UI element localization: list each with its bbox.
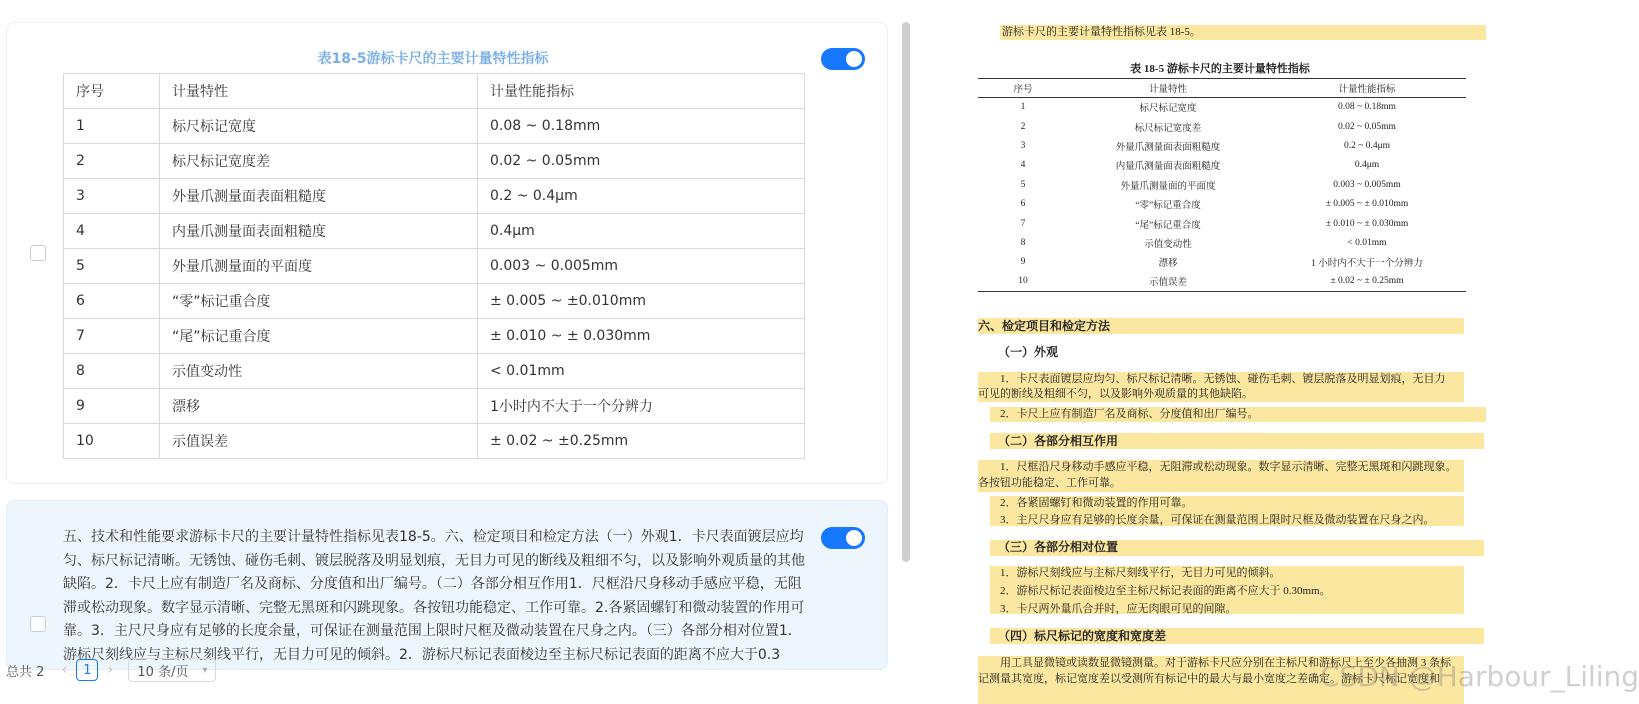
doc-table-cell: 示值误差	[1068, 272, 1268, 291]
doc-table-cell: 漂移	[1158, 259, 1178, 270]
table-cell: 1	[64, 109, 160, 144]
doc-table-cell: 外量爪测量面的平面度	[1120, 181, 1216, 192]
doc-table-cell: 内量爪测量面表面粗糙度	[1115, 162, 1221, 173]
doc-table-cell: 8	[1020, 237, 1026, 248]
table-cell: 0.02 ~ 0.05mm	[478, 144, 805, 179]
table-row	[64, 109, 805, 144]
page-size-select[interactable]	[128, 658, 216, 682]
table-cell: 外量爪测量面的平面度	[160, 249, 478, 284]
doc-table-row	[978, 98, 1466, 117]
table-cell: 3	[64, 179, 160, 214]
doc-table-row	[978, 272, 1466, 291]
table-cell: “尾”标记重合度	[160, 319, 478, 354]
table-cell: 标尺标记宽度差	[160, 144, 478, 179]
doc-p9a: 用工具显微镜或读数显微镜测量。对于游标卡尺应分别在主标尺和游标尺上至少各抽测 3 条标	[1000, 657, 1451, 669]
doc-p2: 2．卡尺上应有制造厂名及商标、分度值和出厂编号。	[1000, 408, 1259, 420]
doc-sub-2: （二）各部分相互作用	[998, 434, 1119, 448]
doc-section-6: 六、检定项目和检定方法	[978, 319, 1111, 333]
doc-table-header	[978, 79, 1466, 98]
header-cell: 序号	[64, 74, 160, 109]
doc-table-cell: 1	[1020, 102, 1026, 113]
table-cell: 标尺标记宽度	[160, 109, 478, 144]
table-cell: 外量爪测量面表面粗糙度	[160, 179, 478, 214]
table-cell: 0.08 ~ 0.18mm	[478, 109, 805, 144]
chevron-down-icon: ▾	[202, 664, 208, 676]
table-row	[64, 284, 805, 319]
table-cell: 示值误差	[160, 424, 478, 459]
doc-sub-1: （一）外观	[998, 345, 1059, 359]
doc-table-row	[978, 175, 1466, 194]
doc-table-row	[978, 136, 1466, 155]
header-cell: 计量特性	[160, 74, 478, 109]
table-row	[64, 389, 805, 424]
table-row	[64, 424, 805, 459]
table-cell: 漂移	[160, 389, 478, 424]
enable-toggle[interactable]	[821, 527, 865, 549]
table-cell: ± 0.02 ~ ±0.25mm	[478, 424, 805, 459]
table-cell: ± 0.005 ~ ±0.010mm	[478, 284, 805, 319]
table-cell: 4	[64, 214, 160, 249]
doc-table-cell: 标尺标记宽度差	[1134, 123, 1202, 134]
pagination	[6, 657, 216, 683]
table-cell: 10	[64, 424, 160, 459]
doc-p1a: 1．卡尺表面镀层应均匀、标尺标记清晰。无锈蚀、碰伤毛刺、镀层脱落及明显划痕，无目力	[1000, 373, 1446, 385]
doc-p3b: 各按钮功能稳定、工作可靠。	[978, 477, 1121, 489]
doc-table-cell: 0.08 ~ 0.18mm	[1338, 102, 1396, 113]
doc-table-cell: 示值变动性	[1144, 239, 1192, 250]
next-page-button[interactable]: ›	[107, 662, 114, 678]
doc-header-cell: 计量性能指标	[1268, 79, 1466, 98]
doc-p9b: 记测量其宽度，标记宽度差以受测所有标记中的最大与最小宽度之差确定。游标卡尺标记宽度和	[978, 673, 1440, 685]
doc-header-cell: 计量特性	[1068, 79, 1268, 98]
doc-table-cell: ± 0.02 ~ ± 0.25mm	[1268, 272, 1466, 291]
header-cell: 计量性能指标	[478, 74, 805, 109]
doc-table-cell: ± 0.010 ~ ± 0.030mm	[1325, 218, 1409, 229]
table-cell: 2	[64, 144, 160, 179]
doc-table	[978, 78, 1466, 292]
doc-table-row	[978, 194, 1466, 213]
doc-table-cell: “尾”标记重合度	[1135, 220, 1201, 231]
doc-sub-3: （三）各部分相对位置	[998, 540, 1119, 554]
doc-table-cell: 9	[1020, 257, 1026, 268]
table-cell: 9	[64, 389, 160, 424]
doc-table-cell: 外量爪测量面表面粗糙度	[1115, 142, 1221, 153]
table-cell: ± 0.010 ~ ± 0.030mm	[478, 319, 805, 354]
toggle-knob	[846, 51, 862, 67]
extracted-text: 五、技术和性能要求游标卡尺的主要计量特性指标见表18-5。六、检定项目和检定方法（一）外观1．卡尺表面镀层应均匀、标尺标记清晰。无锈蚀、碰伤毛刺、镀层脱落及明显划痕，无目力可见的断线及粗细不匀，以及影响外观质量的其他缺陷。2．卡尺上应有制造厂名及商标、分度值和出厂编号。（二）各部分相互作用1．尺框沿尺身移动手感应平稳，无阻滞或松动现象。数字显示清晰、完整无黑斑和闪跳现象。各按钮功能稳定、工作可靠。2.各紧固螺钉和微动装置的作用可靠。3．主尺尺身应有足够的长度余量，可保证在测量范围上限时尺框及微动装置在尺身之内。（三）各部分相对位置1．游标尺刻线应与主标尺刻线平行，无目力可见的倾斜。2．游标尺标记表面棱边至主标尺标记表面的距离不应大于0.3	[63, 529, 805, 663]
table-header-row	[64, 74, 805, 109]
doc-table-cell: 0.003 ~ 0.005mm	[1333, 179, 1401, 190]
doc-table-cell: 10	[978, 272, 1068, 291]
doc-table-cell: 2	[1020, 121, 1026, 132]
doc-table-caption: 表 18-5 游标卡尺的主要计量特性指标	[1130, 63, 1310, 75]
table-cell: 7	[64, 319, 160, 354]
table-cell: “零”标记重合度	[160, 284, 478, 319]
doc-intro: 游标卡尺的主要计量特性指标见表 18-5。	[1002, 26, 1201, 38]
table-row	[64, 249, 805, 284]
watermark: CSDN @Harbour_Liling	[1320, 660, 1639, 693]
table-cell: 6	[64, 284, 160, 319]
doc-p5: 3．主尺尺身应有足够的长度余量，可保证在测量范围上限时尺框及微动装置在尺身之内。	[1000, 514, 1435, 526]
doc-table-cell: 5	[1020, 179, 1026, 190]
doc-p4: 2．各紧固螺钉和微动装置的作用可靠。	[1000, 497, 1193, 509]
doc-table-cell: 0.4μm	[1354, 160, 1380, 171]
table-cell: 0.2 ~ 0.4μm	[478, 179, 805, 214]
table-cell: 内量爪测量面表面粗糙度	[160, 214, 478, 249]
text-result-card	[6, 500, 888, 670]
total-count: 总共 2	[6, 664, 45, 680]
doc-table-cell: ± 0.005 ~ ± 0.010mm	[1325, 199, 1409, 210]
enable-toggle[interactable]	[821, 48, 865, 70]
table-row	[64, 144, 805, 179]
page-1-button[interactable]: 1	[76, 659, 98, 681]
doc-table-cell: 6	[1020, 199, 1026, 210]
doc-sub-4: （四）标尺标记的宽度和宽度差	[998, 629, 1167, 643]
doc-table-row	[978, 214, 1466, 233]
select-checkbox[interactable]	[30, 616, 46, 632]
table-result-card	[6, 22, 888, 484]
table-cell: 示值变动性	[160, 354, 478, 389]
doc-table-cell: < 0.01mm	[1347, 237, 1387, 248]
table-cell: 0.4μm	[478, 214, 805, 249]
table-cell: 8	[64, 354, 160, 389]
metrics-table	[63, 73, 805, 459]
doc-table-cell: 3	[1020, 140, 1026, 151]
doc-p6: 1．游标尺刻线应与主标尺刻线平行，无目力可见的倾斜。	[1000, 567, 1281, 579]
doc-p3a: 1．尺框沿尺身移动手感应平稳，无阻滞或松动现象。数字显示清晰、完整无黑斑和闪跳现象。	[1000, 461, 1457, 473]
doc-header-cell: 序号	[978, 79, 1068, 98]
table-row	[64, 319, 805, 354]
doc-p8: 3．卡尺两外量爪合并时，应无肉眼可见的间隙。	[1000, 603, 1237, 615]
doc-p7: 2．游标尺标记表面棱边至主标尺标记表面的距离不应大于 0.30mm。	[1000, 585, 1331, 597]
table-title: 表18-5游标卡尺的主要计量特性指标	[317, 51, 549, 67]
scrollbar[interactable]	[902, 22, 910, 562]
table-cell: < 0.01mm	[478, 354, 805, 389]
doc-table-cell: 0.02 ~ 0.05mm	[1338, 121, 1396, 132]
table-cell: 5	[64, 249, 160, 284]
doc-table-cell: 1 小时内不大于一个分辨力	[1311, 259, 1423, 270]
prev-page-button[interactable]: ‹	[61, 662, 68, 678]
doc-table-cell: 标尺标记宽度	[1139, 104, 1197, 115]
doc-table-row	[978, 233, 1466, 252]
doc-table-cell: 0.2 ~ 0.4μm	[1343, 140, 1391, 151]
select-checkbox[interactable]	[30, 245, 46, 261]
doc-table-row	[978, 156, 1466, 175]
doc-table-cell: 4	[1020, 160, 1026, 171]
table-row	[64, 214, 805, 249]
scanned-document	[970, 0, 1500, 704]
doc-p1b: 可见的断线及粗细不匀，以及影响外观质量的其他缺陷。	[978, 388, 1253, 400]
table-row	[64, 354, 805, 389]
doc-table-row	[978, 253, 1466, 272]
table-row	[64, 179, 805, 214]
doc-table-cell: “零”标记重合度	[1135, 201, 1201, 212]
table-cell: 0.003 ~ 0.005mm	[478, 249, 805, 284]
doc-table-cell: 7	[1020, 218, 1026, 229]
table-cell: 1小时内不大于一个分辨力	[478, 389, 805, 424]
page-size-value: 10 条/页	[137, 664, 189, 680]
doc-table-row	[978, 117, 1466, 136]
toggle-knob	[846, 530, 862, 546]
